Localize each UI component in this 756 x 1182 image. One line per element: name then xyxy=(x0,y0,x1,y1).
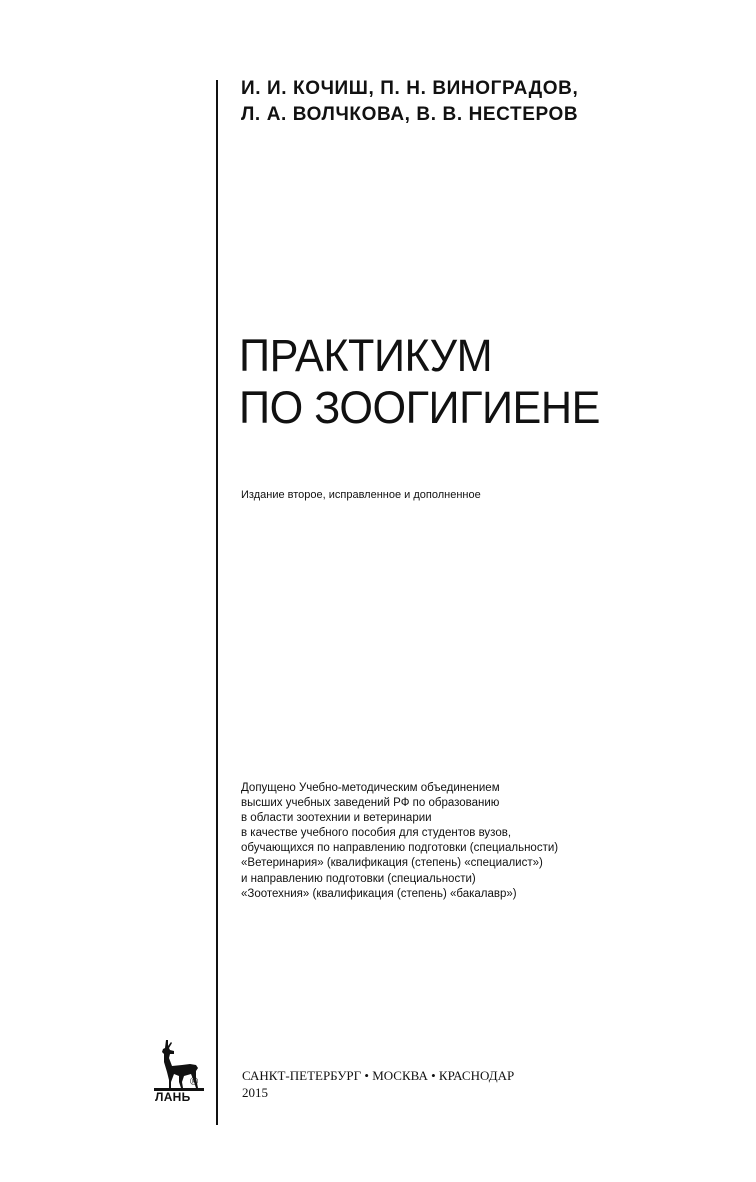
authors xyxy=(241,76,741,128)
approval-line: в области зоотехнии и ветеринарии xyxy=(241,812,432,825)
authors-line-2: Л. А. ВОЛЧКОВА, В. В. НЕСТЕРОВ xyxy=(241,104,579,125)
vertical-rule xyxy=(216,80,218,1125)
imprint-cities: САНКТ-ПЕТЕРБУРГ • МОСКВА • КРАСНОДАР xyxy=(242,1068,515,1083)
imprint xyxy=(242,1067,514,1101)
approval-line: «Ветеринария» (квалификация (степень) «специалист») xyxy=(241,857,543,870)
registered-mark: ® xyxy=(190,1076,199,1088)
approval-line: «Зоотехния» (квалификация (степень) «бакалавр») xyxy=(241,887,517,900)
approval-line: Допущено Учебно-методическим объединением xyxy=(241,782,500,794)
approval-statement xyxy=(241,781,721,902)
book-title-line-2: ПО ЗООГИГИЕНЕ xyxy=(239,382,600,433)
approval-line: обучающихся по направлению подготовки (специальности) xyxy=(241,842,559,855)
imprint-year: 2015 xyxy=(242,1085,268,1100)
approval-line: и направлению подготовки (специальности) xyxy=(241,872,476,885)
authors-line-1: И. И. КОЧИШ, П. Н. ВИНОГРАДОВ, xyxy=(241,78,579,99)
approval-line: в качестве учебного пособия для студентов вузов, xyxy=(241,827,512,840)
book-title-line-1: ПРАКТИКУМ xyxy=(239,330,493,381)
book-title xyxy=(239,330,719,434)
approval-line: высших учебных заведений РФ по образованию xyxy=(241,797,500,810)
edition-note: Издание второе, исправленное и дополненное xyxy=(241,489,481,501)
publisher-logo-text: ЛАНЬ xyxy=(155,1090,191,1104)
